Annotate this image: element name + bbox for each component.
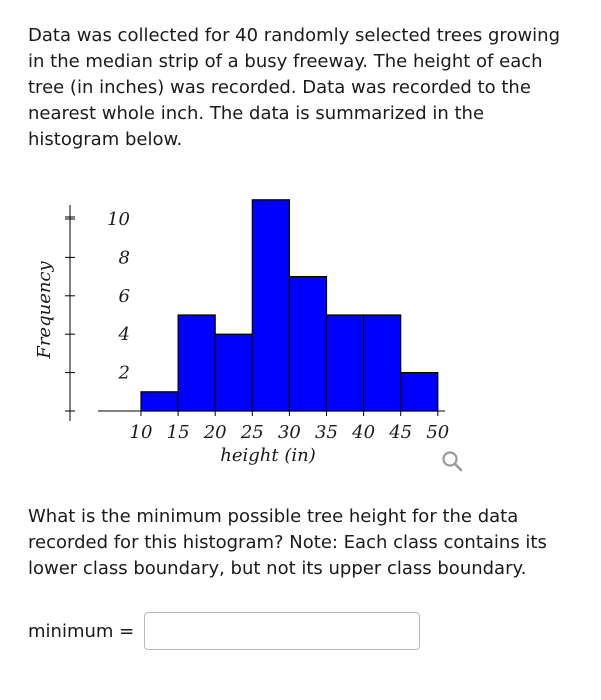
y-tick-label-4: 4 <box>118 324 130 346</box>
histogram-bar-15-20 <box>178 315 215 411</box>
histogram-bar-30-35 <box>289 277 326 411</box>
x-axis <box>98 411 445 416</box>
y-tick-labels <box>107 209 130 384</box>
y-axis-label: Frequency <box>34 261 55 359</box>
x-tick-label-40: 40 <box>352 422 376 443</box>
x-tick-label-15: 15 <box>166 422 190 443</box>
y-tick-label-2: 2 <box>118 362 130 384</box>
x-tick-label-45: 45 <box>389 422 413 443</box>
x-tick-label-20: 20 <box>203 422 227 443</box>
histogram-bar-35-40 <box>327 315 364 411</box>
minimum-answer-input[interactable] <box>144 612 420 650</box>
histogram-chart <box>0 185 601 466</box>
question-text: What is the minimum possible tree height for the data recorded for this histogram? Note: Each class contains its lower class boundary, but not its upper class boundary. <box>28 506 547 579</box>
y-tick-label-8: 8 <box>118 247 130 269</box>
histogram-bar-40-45 <box>364 315 401 411</box>
histogram-bar-25-30 <box>252 200 289 411</box>
histogram-bars <box>141 200 438 411</box>
histogram-bar-45-50 <box>401 373 438 411</box>
x-tick-label-10: 10 <box>129 422 153 443</box>
x-axis-label: height (in) <box>220 445 316 466</box>
y-axis <box>65 205 75 421</box>
y-tick-label-6: 6 <box>118 285 130 307</box>
histogram-bar-10-15 <box>141 392 178 411</box>
x-tick-label-50: 50 <box>426 422 450 443</box>
x-tick-label-35: 35 <box>315 422 338 443</box>
histogram-bar-20-25 <box>215 334 252 411</box>
y-tick-label-10: 10 <box>107 209 130 230</box>
zoom-icon[interactable] <box>440 449 464 473</box>
answer-label: minimum = <box>28 620 135 642</box>
x-tick-label-25: 25 <box>240 422 264 443</box>
x-tick-labels <box>130 422 450 443</box>
x-tick-label-30: 30 <box>277 422 301 443</box>
problem-intro: Data was collected for 40 randomly selected trees growing in the median strip of a busy freeway. The height of each tree (in inches) was recorded. Data was recorded to the nearest whole inch. The data is summarized in the histogram below. <box>28 25 561 150</box>
answer-row <box>28 610 420 652</box>
